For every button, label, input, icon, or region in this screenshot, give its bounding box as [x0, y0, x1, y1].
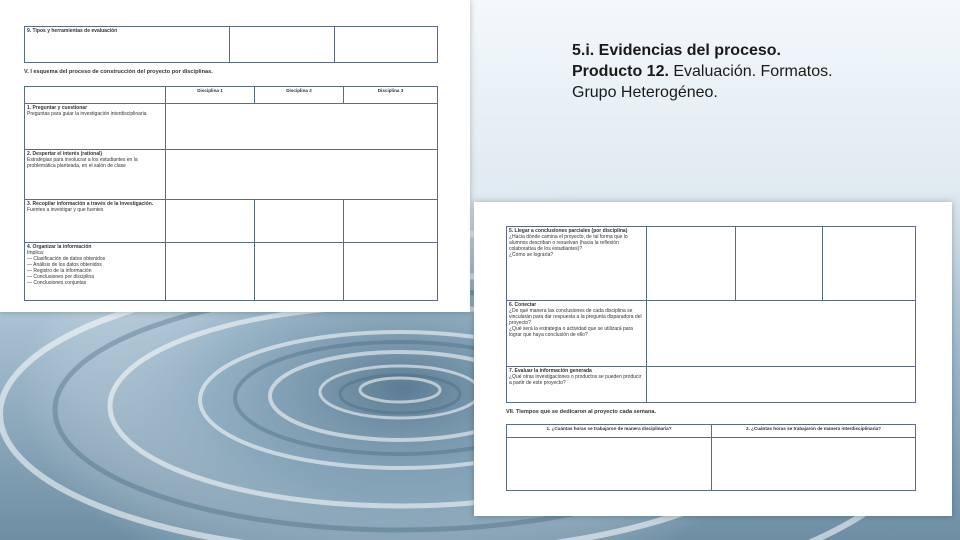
- row-cell-3: 3. Recopilar información a través de la investigación. Fuentes a investigar y que fuentes: [25, 200, 166, 243]
- header-disciplina-3: Disciplina 3: [344, 87, 438, 104]
- form-image-left: [0, 0, 470, 312]
- row-cell-7: 7. Evaluar la información generada ¿Qué otras investigaciones o productos se pueden producir a partir de este proyecto?: [507, 367, 647, 403]
- title-line-bold-2: Producto 12.: [572, 63, 669, 80]
- row-cell-6: 6. Conectar ¿De qué manera las conclusiones de cada disciplina se vincularán para dar respuesta a la pregunta disparadora del proyecto? ¿Qué será la estrategia o actividad que se utilizará para lograr que haya conclusión de ello?: [507, 301, 647, 367]
- row-cell-2: 2. Despertar el interés (rational) Estrategias para involucrar a los estudiantes en la problemática planteada, en el salón de clase: [25, 150, 166, 200]
- conclusions-table: [506, 226, 916, 403]
- row-cell-1: 1. Preguntar y cuestionar Preguntas para guiar la investigación interdisciplinaria: [25, 104, 166, 150]
- top-row-label: 9. Tipos y herramientas de evaluación: [25, 27, 230, 63]
- title-rest: Evaluación. Formatos. Grupo Heterogéneo.: [572, 63, 833, 101]
- header-disciplina-1: Disciplina 1: [166, 87, 255, 104]
- time-header-1: 1. ¿Cuántas horas se trabajaron de manera disciplinaria?: [507, 425, 712, 438]
- evaluation-tools-table: [24, 26, 438, 63]
- time-table: [506, 424, 916, 491]
- section-title: V. I esquema del proceso de construcción del proyecto por disciplinas.: [24, 69, 213, 75]
- header-disciplina-2: Disciplina 2: [255, 87, 344, 104]
- row-cell-4: 4. Organizar la información Implica: — Clasificación de datos obtenidos — Análisis de los datos obtenidos — Registro de la información — Conclusiones por disciplina — Conclusiones conjuntas: [25, 243, 166, 301]
- time-header-2: 2. ¿Cuántas horas se trabajaron de manera interdisciplinaria?: [712, 425, 916, 438]
- title-line-bold-1: 5.i. Evidencias del proceso.: [572, 42, 781, 59]
- section-title-2: VII. Tiempos que se dedicaron al proyecto cada semana.: [506, 409, 657, 415]
- process-table: [24, 86, 438, 301]
- form-image-right: [474, 202, 952, 516]
- slide-title: [572, 40, 842, 103]
- row-cell-5: 5. Llegar a conclusiones parciales (por disciplina) ¿Hacia dónde camina el proyecto, de tal forma que lo alumnos describan o resuelvan (hacia la reflexión colaborativa de los estudiantes)? ¿Cómo se lograría?: [507, 227, 647, 301]
